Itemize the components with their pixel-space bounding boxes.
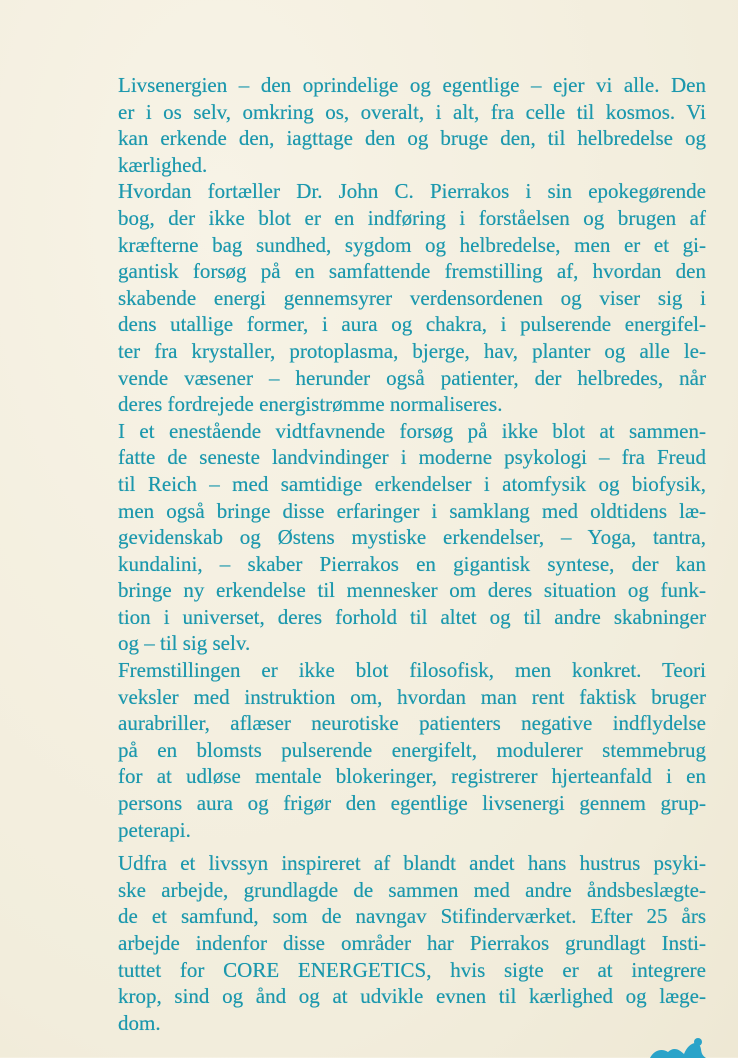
text-line: kundalini, – skaber Pierrakos en gigantisk syntese, der kan <box>118 551 706 576</box>
paragraph <box>118 418 706 657</box>
text-line: dens utallige former, i aura og chakra, i pulserende energifel- <box>118 312 706 337</box>
text-line: gantisk forsøg på en samfattende fremstilling af, hvordan den <box>118 259 706 284</box>
back-cover-text <box>118 72 706 1036</box>
text-line: deres fordrejede energistrømme normaliseres. <box>118 392 503 417</box>
text-line: de et samfund, som de navngav Stifinderværket. Efter 25 års <box>118 904 706 929</box>
text-line: aurabriller, aflæser neurotiske patienters negative indflydelse <box>118 711 706 736</box>
text-line: krop, sind og ånd og at udvikle evnen til kærlighed og læge- <box>118 984 706 1009</box>
text-line: gevidenskab og Østens mystiske erkendelser, – Yoga, tantra, <box>118 525 706 550</box>
text-line: arbejde indenfor disse områder har Pierrakos grundlagt Insti- <box>118 931 706 955</box>
text-line: kræfterne bag sundhed, sygdom og helbredelse, men er et gi- <box>118 232 706 257</box>
text-line: men også bringe disse erfaringer i samklang med oldtidens læ- <box>118 498 706 523</box>
paragraph <box>118 850 706 1036</box>
text-line: Livsenergien – den oprindelige og egentlige – ejer vi alle. Den <box>118 73 706 97</box>
text-line: peterapi. <box>118 817 191 842</box>
text-line: på en blomsts pulserende energifelt, modulerer stemmebrug <box>118 737 706 762</box>
paragraph <box>118 72 706 178</box>
text-line: skabende energi gennemsyrer verdensordenen og viser sig i <box>118 285 706 310</box>
paragraph <box>118 178 706 417</box>
text-line: til Reich – med samtidige erkendelser i atomfysik og biofysik, <box>118 471 706 496</box>
text-line: er i os selv, omkring os, overalt, i alt, fra celle til kosmos. Vi <box>118 99 706 124</box>
text-line: ter fra krystaller, protoplasma, bjerge, hav, planter og alle le- <box>118 338 706 363</box>
text-line: Fremstillingen er ikke blot filosofisk, men konkret. Teori <box>118 658 706 683</box>
paragraph <box>118 657 706 843</box>
text-line: vende væsener – herunder også patienter, der helbredes, når <box>118 365 706 390</box>
text-line: ske arbejde, grundlagde de sammen med andre åndsbeslægte- <box>118 877 706 902</box>
text-line: fatte de seneste landvindinger i moderne psykologi – fra Freud <box>118 445 706 470</box>
text-line: bog, der ikke blot er en indføring i forståelsen og brugen af <box>118 205 706 230</box>
text-line: dom. <box>118 1010 161 1035</box>
text-line: bringe ny erkendelse til mennesker om deres situation og funk- <box>118 578 706 603</box>
text-line: I et enestående vidtfavnende forsøg på ikke blot at sammen- <box>118 418 706 443</box>
text-line: for at udløse mentale blokeringer, registrerer hjerteanfald i en <box>118 764 706 789</box>
text-line: og – til sig selv. <box>118 631 251 656</box>
text-line: kan erkende den, iagttage den og bruge den, til helbredelse og <box>118 126 706 151</box>
text-line: Udfra et livssyn inspireret af blandt andet hans hustrus psyki- <box>118 851 706 876</box>
text-line: persons aura og frigør den egentlige livsenergi gennem grup- <box>118 791 706 816</box>
text-line: veksler med instruktion om, hvordan man rent faktisk bruger <box>118 684 706 709</box>
text-line: kærlighed. <box>118 152 208 177</box>
publisher-logo-icon <box>640 1036 720 1058</box>
text-line: tion i universet, deres forhold til altet og til andre skabninger <box>118 604 706 629</box>
text-line: tuttet for CORE ENERGETICS, hvis sigte er at integrere <box>118 957 706 982</box>
text-line: Hvordan fortæller Dr. John C. Pierrakos i sin epokegørende <box>118 179 706 204</box>
